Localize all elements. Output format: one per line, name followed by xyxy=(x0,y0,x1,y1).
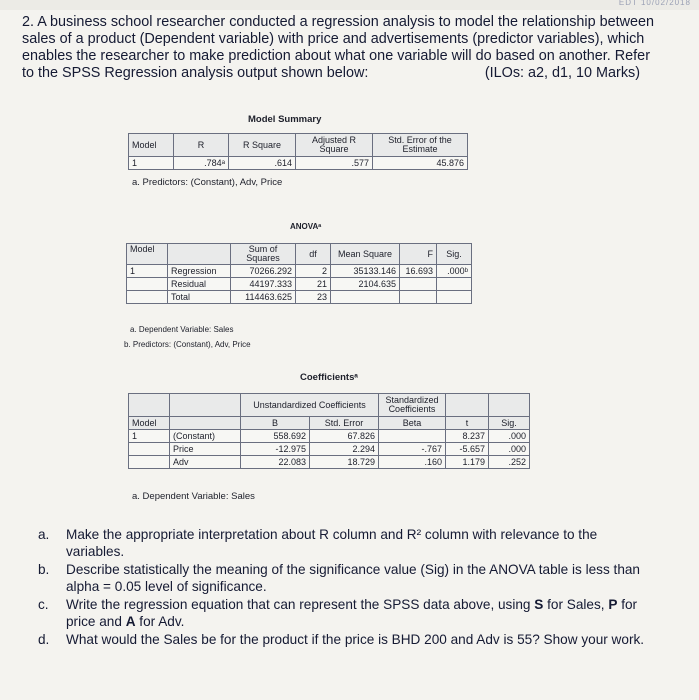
table-cell: -5.657 xyxy=(446,443,489,456)
table-cell: .577 xyxy=(296,157,373,170)
model-summary-title: Model Summary xyxy=(248,114,322,125)
col-header: df xyxy=(296,244,331,265)
table-header-row xyxy=(127,244,472,265)
coefficients-table xyxy=(128,393,530,469)
anova-footnote-a: a. Dependent Variable: Sales xyxy=(130,325,234,334)
anova-table xyxy=(126,243,472,304)
task-text-mid1: for Sales, xyxy=(543,597,609,612)
task-item xyxy=(38,527,658,560)
table-cell: 16.693 xyxy=(400,265,437,278)
table-cell: (Constant) xyxy=(170,430,241,443)
table-cell: 67.826 xyxy=(310,430,379,443)
task-text: Make the appropriate interpretation about R column and R² column with relevance to the variables. xyxy=(66,527,598,559)
model-summary-footnote: a. Predictors: (Constant), Adv, Price xyxy=(132,177,283,188)
anova-title: ANOVAᵃ xyxy=(290,222,322,231)
table-cell: .000ᵇ xyxy=(437,265,472,278)
col-header: Model xyxy=(129,134,174,157)
table-cell: .000 xyxy=(489,430,530,443)
table-cell: Residual xyxy=(168,278,231,291)
top-strip xyxy=(0,0,699,10)
table-row xyxy=(127,278,472,291)
table-header-row xyxy=(129,134,468,157)
table-cell xyxy=(127,291,168,304)
table-header-row xyxy=(129,394,530,417)
task-item xyxy=(38,562,658,595)
date-stamp: EDT 10/02/2018 xyxy=(618,0,691,7)
task-label: a. xyxy=(38,527,50,542)
col-header: Mean Square xyxy=(331,244,400,265)
table-cell: 23 xyxy=(296,291,331,304)
table-cell xyxy=(437,278,472,291)
table-cell: 18.729 xyxy=(310,456,379,469)
col-header: Adjusted R Square xyxy=(296,134,373,157)
table-row xyxy=(127,265,472,278)
col-header: F xyxy=(400,244,437,265)
task-text-post: for Adv. xyxy=(135,613,185,629)
table-cell: Adv xyxy=(170,456,241,469)
task-text: Describe statistically the meaning of the significance value (Sig) in the ANOVA table is less than alpha = 0.05 level of significance. xyxy=(66,562,640,594)
col-header: B xyxy=(241,417,310,430)
table-cell: 44197.333 xyxy=(231,278,296,291)
col-header: R Square xyxy=(229,134,296,157)
col-header xyxy=(170,417,241,430)
table-cell: Regression xyxy=(168,265,231,278)
table-cell: .252 xyxy=(489,456,530,469)
table-cell: 70266.292 xyxy=(231,265,296,278)
col-header: Sig. xyxy=(489,417,530,430)
ilos-marks: (ILOs: a2, d1, 10 Marks) xyxy=(484,65,640,81)
table-cell: Price xyxy=(170,443,241,456)
question-body: A business school researcher conducted a regression analysis to model the relationship between sales of a product (Dependent variable) with price and advertisements (predictor variables), which enables the researcher to make prediction about what one variable will do based on another. Refer to the SPSS Regression analysis output shown below: xyxy=(22,14,654,81)
task-text-pre: Write the regression equation that can represent the SPSS data above, using xyxy=(66,597,535,612)
table-cell xyxy=(400,278,437,291)
col-header: Std. Error xyxy=(310,417,379,430)
unstandardized-header: Unstandardized Coefficients xyxy=(241,394,379,417)
table-cell: 114463.625 xyxy=(231,291,296,304)
model-summary-table xyxy=(128,133,468,170)
table-cell: 45.876 xyxy=(373,157,468,170)
table-cell: 1 xyxy=(129,430,170,443)
table-cell: .784ᵃ xyxy=(174,157,229,170)
table-cell xyxy=(129,443,170,456)
coefficients-title: Coefficientsᵃ xyxy=(300,372,358,383)
table-cell: 558.692 xyxy=(241,430,310,443)
task-label: c. xyxy=(38,597,49,612)
table-cell: 1 xyxy=(129,157,174,170)
standardized-header: Standardized Coefficients xyxy=(379,394,446,417)
table-cell: 2.294 xyxy=(310,443,379,456)
col-header: R xyxy=(174,134,229,157)
table-cell xyxy=(331,291,400,304)
task-item xyxy=(38,632,658,649)
col-header: Beta xyxy=(379,417,446,430)
table-cell xyxy=(127,278,168,291)
col-header: Model xyxy=(129,417,170,430)
var-a: A xyxy=(125,613,136,629)
col-header: t xyxy=(446,417,489,430)
task-list xyxy=(38,527,658,651)
table-cell: Total xyxy=(168,291,231,304)
table-cell: 2104.635 xyxy=(331,278,400,291)
table-cell: 1.179 xyxy=(446,456,489,469)
col-header: Sum of Squares xyxy=(231,244,296,265)
table-cell: 22.083 xyxy=(241,456,310,469)
table-row xyxy=(129,430,530,443)
table-cell: 2 xyxy=(296,265,331,278)
col-header: Sig. xyxy=(437,244,472,265)
task-label: b. xyxy=(38,562,50,577)
coefficients-footnote: a. Dependent Variable: Sales xyxy=(132,491,255,502)
table-row xyxy=(129,443,530,456)
table-row xyxy=(129,157,468,170)
table-cell: .160 xyxy=(379,456,446,469)
table-cell: 21 xyxy=(296,278,331,291)
table-cell: 1 xyxy=(127,265,168,278)
table-cell: 8.237 xyxy=(446,430,489,443)
table-cell: -.767 xyxy=(379,443,446,456)
task-text-mid2: for price and xyxy=(66,597,638,629)
var-s: S xyxy=(534,597,544,612)
col-header xyxy=(168,244,231,265)
table-header-row xyxy=(129,417,530,430)
table-cell xyxy=(129,456,170,469)
table-cell: 35133.146 xyxy=(331,265,400,278)
anova-footnote-b: b. Predictors: (Constant), Adv, Price xyxy=(124,340,251,349)
table-row xyxy=(127,291,472,304)
var-p: P xyxy=(608,597,618,612)
table-cell: .000 xyxy=(489,443,530,456)
col-header: Std. Error of the Estimate xyxy=(373,134,468,157)
table-cell xyxy=(379,430,446,443)
table-cell xyxy=(400,291,437,304)
table-row xyxy=(129,456,530,469)
table-cell xyxy=(437,291,472,304)
table-cell: .614 xyxy=(229,157,296,170)
task-label: d. xyxy=(38,632,50,647)
table-cell: -12.975 xyxy=(241,443,310,456)
task-text: What would the Sales be for the product if the price is BHD 200 and Adv is 55? Show your work. xyxy=(66,632,645,647)
task-item xyxy=(38,597,658,630)
col-header: Model xyxy=(127,244,168,265)
question-number: 2. xyxy=(22,14,35,30)
question-text xyxy=(22,14,662,82)
